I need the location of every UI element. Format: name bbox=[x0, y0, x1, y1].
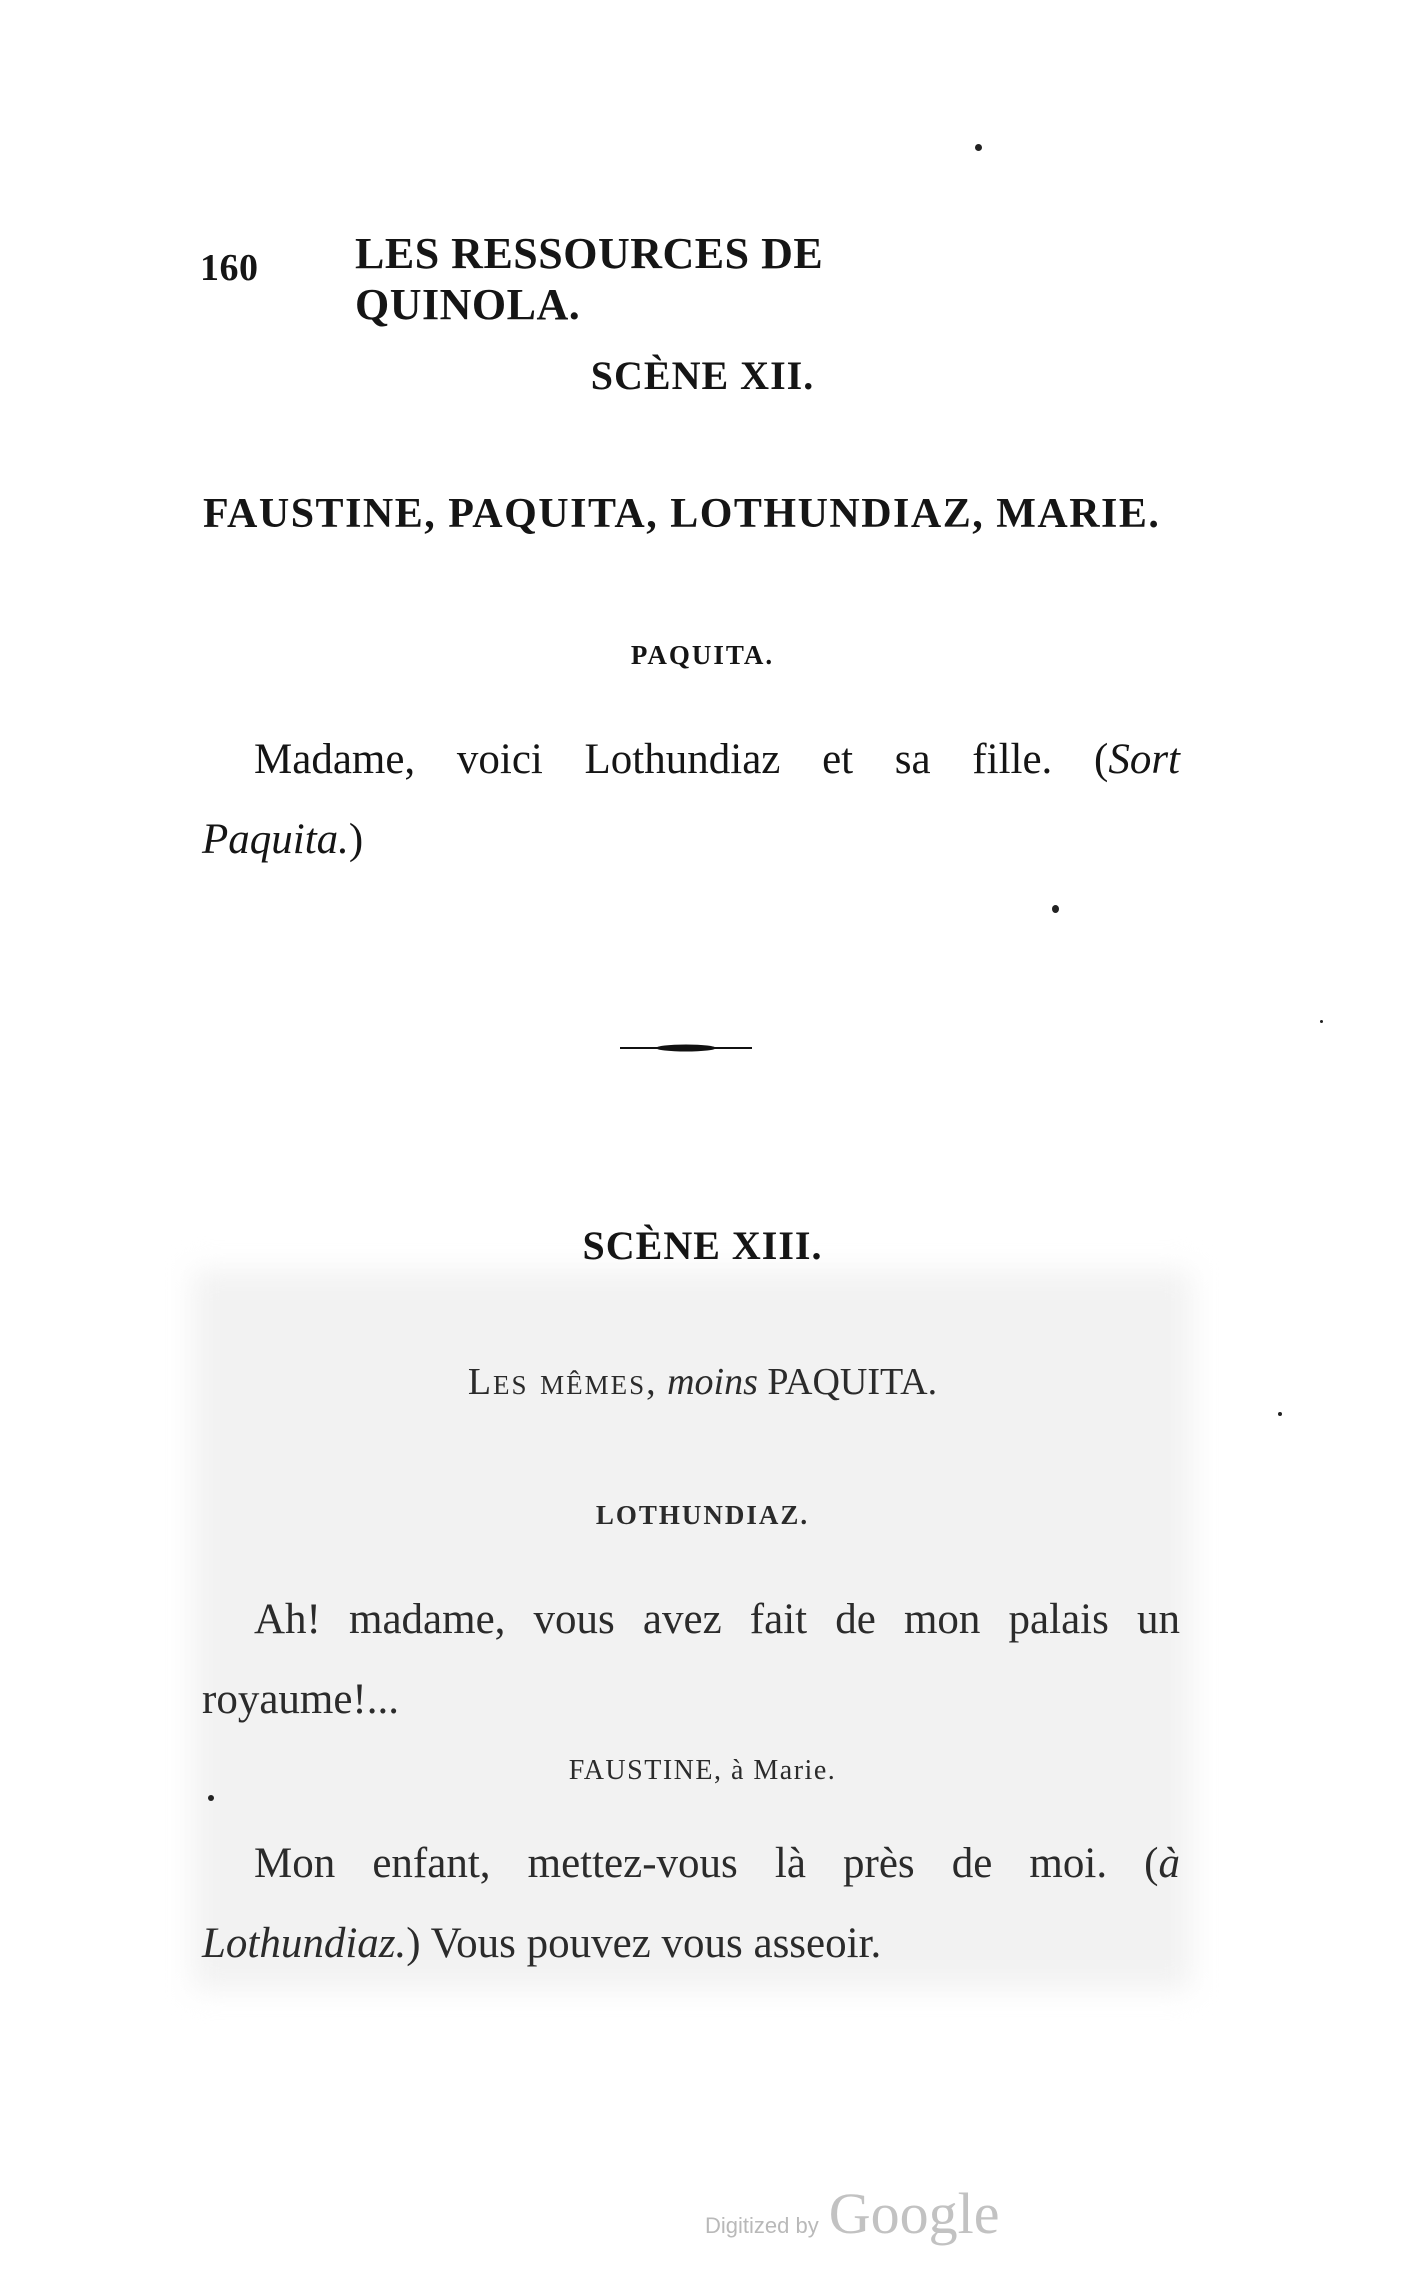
speech-line: royaume!... bbox=[202, 1676, 400, 1723]
stage-direction: Paquita. bbox=[202, 816, 349, 863]
ornament-divider bbox=[620, 1044, 752, 1052]
scene-13-speaker-lothundiaz: LOTHUNDIAZ. bbox=[595, 1500, 810, 1530]
scan-speck bbox=[975, 144, 982, 151]
watermark-prefix: Digitized by bbox=[705, 2213, 819, 2238]
speech-line bbox=[202, 720, 1180, 800]
scene-13-speaker-faustine: FAUSTINE, à Marie. bbox=[568, 1755, 837, 1786]
scan-speck bbox=[1320, 1020, 1323, 1023]
scan-speck bbox=[1278, 1412, 1282, 1416]
scan-speck bbox=[208, 1795, 214, 1801]
speech-text: ) bbox=[348, 816, 364, 863]
page-number: 160 bbox=[200, 247, 259, 289]
characters-name: PAQUITA. bbox=[767, 1361, 938, 1403]
speech-line bbox=[202, 1904, 1180, 1984]
scene-12-speaker: PAQUITA. bbox=[630, 640, 775, 670]
google-logo: Google bbox=[828, 2181, 1000, 2246]
speech-line bbox=[202, 800, 1180, 880]
running-title: LES RESSOURCES DE QUINOLA. bbox=[355, 229, 824, 329]
scene-12-characters: FAUSTINE, PAQUITA, LOTHUNDIAZ, MARIE. bbox=[203, 491, 1161, 537]
scene-13-speech-lothundiaz bbox=[202, 1580, 1180, 1740]
stage-direction: Lothundiaz. bbox=[202, 1920, 407, 1967]
speech-text: Madame, voici Lothundiaz et sa fille. ( bbox=[254, 736, 1109, 783]
scene-12-title: SCÈNE XII. bbox=[590, 353, 815, 398]
speech-line: Ah! madame, vous avez fait de mon palais un bbox=[254, 1596, 1180, 1643]
scene-13-speech-faustine bbox=[202, 1824, 1180, 1984]
running-header bbox=[200, 228, 1030, 329]
stage-direction: à bbox=[1158, 1840, 1180, 1887]
digitized-by-google-watermark bbox=[705, 2180, 999, 2247]
speech-text: ) Vous pouvez vous asseoir. bbox=[406, 1920, 882, 1967]
scene-12-speech bbox=[202, 720, 1180, 880]
scan-speck bbox=[1052, 905, 1059, 913]
stage-direction: Sort bbox=[1108, 736, 1180, 783]
speech-line bbox=[202, 1824, 1180, 1904]
speech-text: Mon enfant, mettez-vous là près de moi. ( bbox=[254, 1840, 1159, 1887]
scene-13-title: SCÈNE XIII. bbox=[582, 1223, 823, 1268]
scene-13-characters bbox=[0, 1360, 1405, 1404]
characters-label: Les mêmes, bbox=[467, 1361, 658, 1403]
characters-italic: moins bbox=[667, 1361, 758, 1403]
